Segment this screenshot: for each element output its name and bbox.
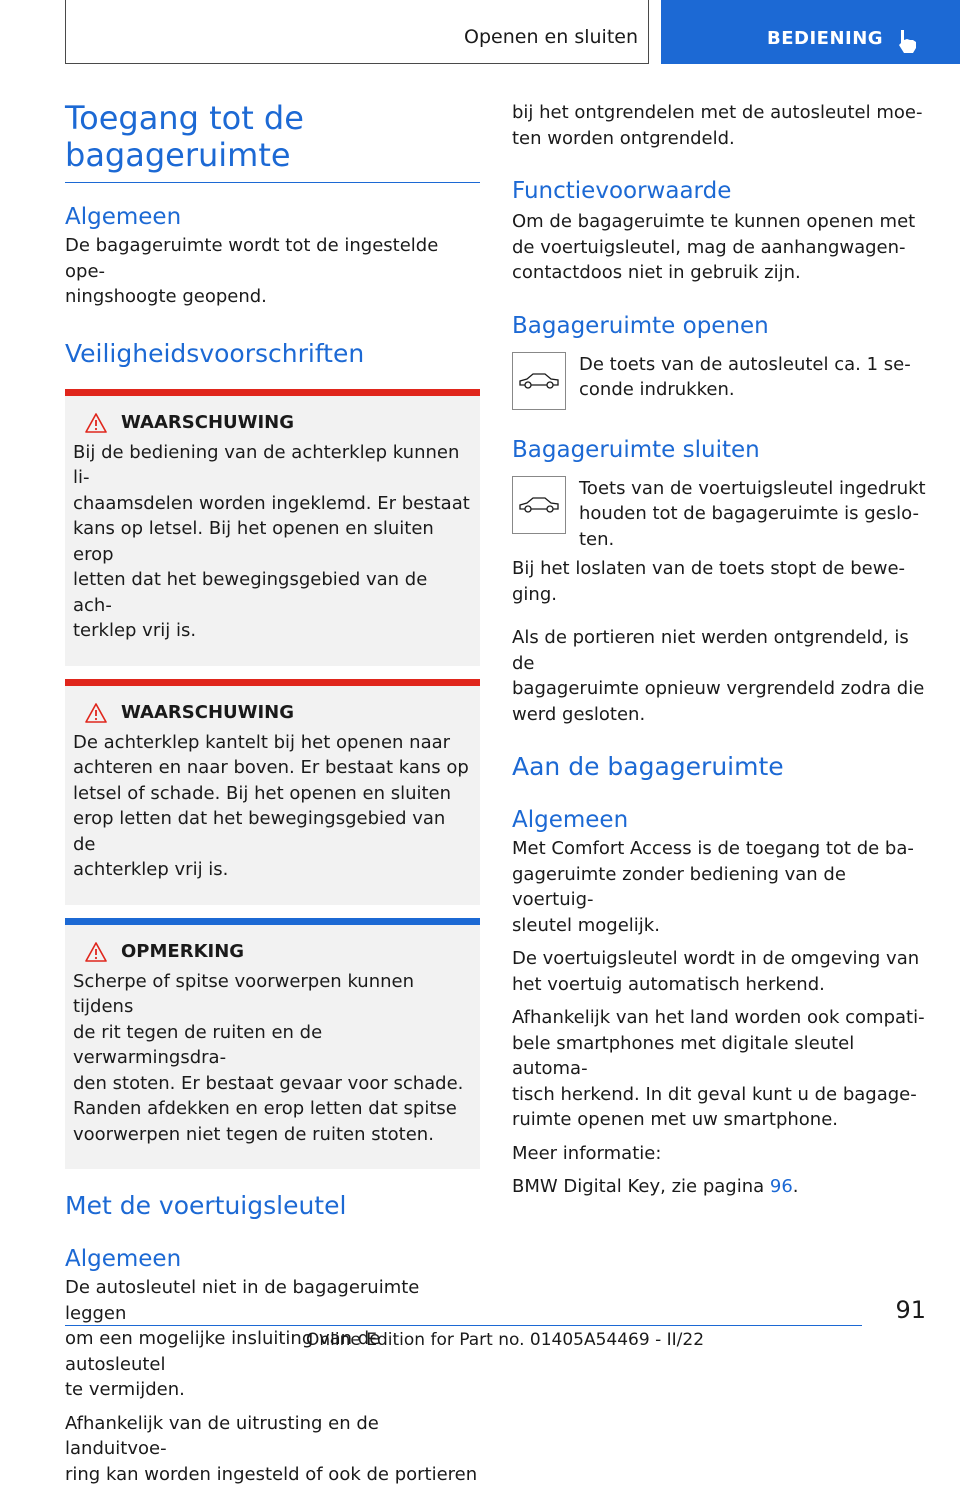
phone-text: Afhankelijk van het land worden ook compati- bele smartphones met digitale sleutel automa- tisch herkend. In dit geval kunt u de bagage- ruimte openen met uw smartphone. <box>512 1005 926 1133</box>
release-text: Bij het loslaten van de toets stopt de bewe- ging. <box>512 556 926 607</box>
pointing-hand-icon <box>895 28 921 54</box>
warning-triangle-icon <box>85 413 107 433</box>
close-heading: Bagageruimte sluiten <box>512 436 926 464</box>
key-heading: Met de voertuigsleutel <box>65 1191 480 1221</box>
open-heading: Bagageruimte openen <box>512 312 926 340</box>
continuation-text: bij het ontgrendelen met de autosleutel moe- ten worden ontgrendeld. <box>512 100 926 151</box>
right-column <box>512 100 926 1200</box>
warning-box-1-label: WAARSCHUWING <box>121 410 294 436</box>
warning-triangle-icon <box>85 703 107 723</box>
header-chapter-title: BEDIENING <box>767 28 883 49</box>
warning-box-2-label: WAARSCHUWING <box>121 700 294 726</box>
more-info-text: Meer informatie: <box>512 1141 926 1167</box>
car-key-trunk-icon <box>512 352 566 410</box>
note-box-label: OPMERKING <box>121 939 244 965</box>
digital-key-page-link[interactable]: 96 <box>770 1176 793 1197</box>
warning-box-1 <box>65 389 480 666</box>
key-general-heading: Algemeen <box>65 1245 480 1273</box>
warning-box-2-title <box>85 700 470 726</box>
general-heading: Algemeen <box>65 203 480 231</box>
warning-box-1-text: Bij de bediening van de achterklep kunnen li- chaamsdelen worden ingeklemd. Er bestaat kans op letsel. Bij het openen en sluiten erop letten dat het bewegingsgebied van de ach- terklep vrij is. <box>73 440 470 644</box>
condition-text: Om de bagageruimte te kunnen openen met de voertuigsleutel, mag de aanhangwagen- contactdoos niet in gebruik zijn. <box>512 209 926 286</box>
detect-text: De voertuigsleutel wordt in de omgeving van het voertuig automatisch herkend. <box>512 946 926 997</box>
header-section-tab <box>65 0 649 64</box>
warning-box-1-title <box>85 410 470 436</box>
close-text: Toets van de voertuigsleutel ingedrukt houden tot de bagageruimte is geslo- ten. <box>579 476 926 553</box>
digital-key-end: . <box>793 1176 799 1197</box>
note-box-text: Scherpe of spitse voorwerpen kunnen tijdens de rit tegen de ruiten en de verwarmingsdra- den stoten. Er bestaat gevaar voor schade. Randen afdekken en erop letten dat spitse voorwerpen niet tegen de ruiten stoten. <box>73 969 470 1148</box>
at-heading: Aan de bagageruimte <box>512 752 926 782</box>
comfort-text: Met Comfort Access is de toegang tot de ba- gageruimte zonder bediening van de voertuig- sleutel mogelijk. <box>512 836 926 938</box>
condition-heading: Functievoorwaarde <box>512 177 926 205</box>
page-title-line2: bagageruimte <box>65 136 291 174</box>
car-key-trunk-icon <box>512 476 566 534</box>
safety-heading: Veiligheidsvoorschriften <box>65 339 480 369</box>
key-paragraph-2: Afhankelijk van de uitrusting en de landuitvoe- ring kan worden ingesteld of ook de portieren <box>65 1411 480 1487</box>
page-number: 91 <box>895 1296 926 1324</box>
page-title-line1: Toegang tot de <box>65 99 304 137</box>
close-instruction <box>512 476 926 553</box>
at-general-heading: Algemeen <box>512 806 926 834</box>
title-divider <box>65 182 480 183</box>
left-column <box>65 100 480 1487</box>
page-title <box>65 100 480 174</box>
note-box <box>65 918 480 1170</box>
warning-box-2 <box>65 679 480 905</box>
open-text: De toets van de autosleutel ca. 1 se- conde indrukken. <box>579 352 911 403</box>
footer-edition: Online Edition for Part no. 01405A54469 - II/22 <box>306 1330 704 1350</box>
open-instruction <box>512 352 926 410</box>
header-chapter-tab <box>661 0 960 64</box>
note-box-title <box>85 939 470 965</box>
digital-key-text: BMW Digital Key, zie pagina <box>512 1176 770 1197</box>
warning-box-2-text: De achterklep kantelt bij het openen naar achteren en naar boven. Er bestaat kans op letsel of schade. Bij het openen en sluiten erop letten dat het bewegingsgebied van de achterklep vrij is. <box>73 730 470 883</box>
digital-key-reference <box>512 1174 926 1200</box>
key-paragraph-1: De autosleutel niet in de bagageruimte leggen om een mogelijke insluiting van de autosleutel te vermijden. <box>65 1275 480 1403</box>
relock-text: Als de portieren niet werden ontgrendeld, is de bagageruimte opnieuw vergrendeld zodra die werd gesloten. <box>512 625 926 727</box>
footer-divider <box>65 1325 862 1326</box>
header-section-title: Openen en sluiten <box>464 26 638 48</box>
general-text: De bagageruimte wordt tot de ingestelde ope- ningshoogte geopend. <box>65 233 480 310</box>
warning-triangle-icon <box>85 942 107 962</box>
